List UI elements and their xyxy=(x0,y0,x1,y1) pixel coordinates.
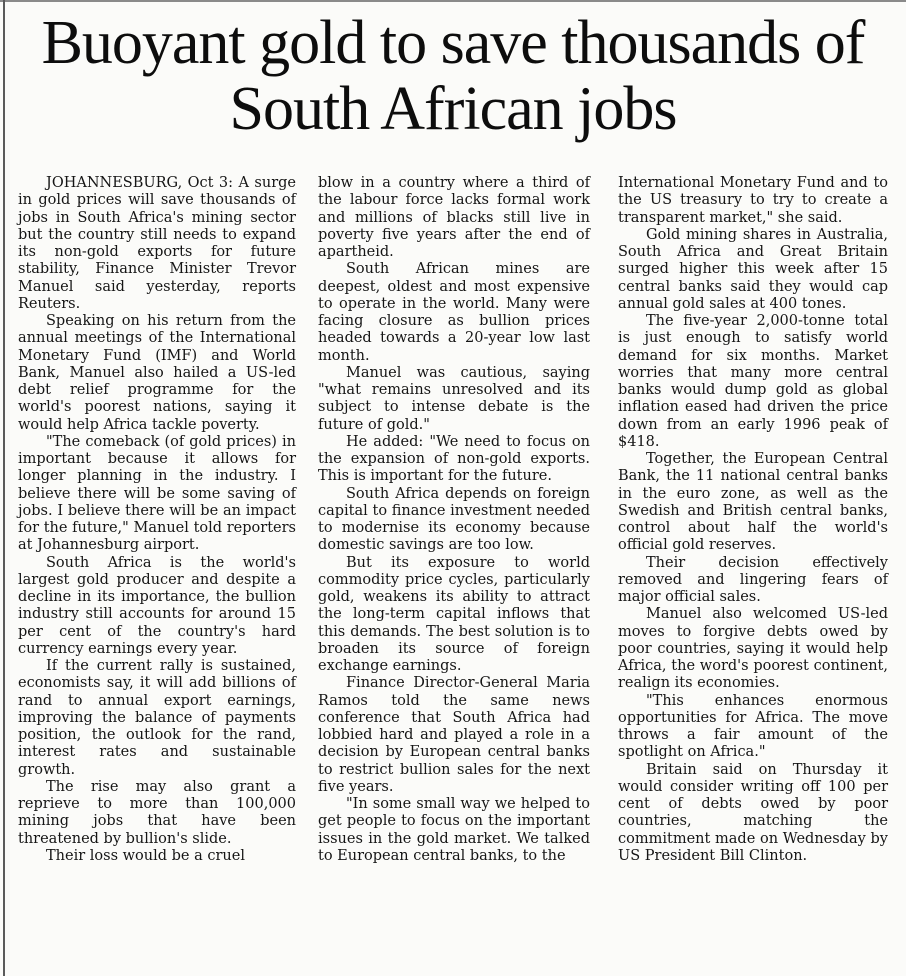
clipping-top-edge xyxy=(0,0,906,2)
paragraph: South African mines are deepest, oldest and most expensive to operate in the world. Many were facing closure as bullion prices headed towards a 20-year low last month. xyxy=(318,261,590,364)
article-column-2 xyxy=(318,175,590,865)
paragraph: Finance Director-General Maria Ramos told the same news conference that South Africa had lobbied hard and played a role in a decision by European central banks to restrict bullion sales for the next five years. xyxy=(318,675,590,795)
paragraph: Manuel was cautious, saying "what remains unresolved and its subject to intense debate is the future of gold." xyxy=(318,364,590,433)
paragraph: Britain said on Thursday it would consider writing off 100 per cent of debts owed by poor countries, matching the commitment made on Wednesday by US President Bill Clinton. xyxy=(618,761,888,864)
paragraph: The five-year 2,000-tonne total is just enough to satisfy world demand for six months. Market worries that many more central banks would dump gold as global inflation eased had driven the price down from an early 1996 peak of $418. xyxy=(618,313,888,450)
headline: Buoyant gold to save thousands of South African jobs xyxy=(41,9,865,143)
paragraph: The rise may also grant a reprieve to more than 100,000 mining jobs that have been threatened by bullion's slide. xyxy=(18,778,296,847)
clipping-left-edge xyxy=(3,0,5,976)
paragraph: Speaking on his return from the annual meetings of the International Monetary Fund (IMF) and World Bank, Manuel also hailed a US-led debt relief programme for the world's poorest nations, saying it would help Africa tackle poverty. xyxy=(18,313,296,433)
paragraph: "This enhances enormous opportunities for Africa. The move throws a fair amount of the spotlight on Africa." xyxy=(618,692,888,761)
paragraph: If the current rally is sustained, economists say, it will add billions of rand to annual export earnings, improving the balance of payments position, the outlook for the rand, interest rates and sustainable growth. xyxy=(18,658,296,778)
paragraph: Their decision effectively removed and lingering fears of major official sales. xyxy=(618,554,888,605)
paragraph: JOHANNESBURG, Oct 3: A surge in gold prices will save thousands of jobs in South Africa's mining sector but the country still needs to expand its non-gold exports for future stability, Finance Minister Trevor Manuel said yesterday, reports Reuters. xyxy=(18,175,296,312)
paragraph: "In some small way we helped to get people to focus on the important issues in the gold market. We talked to European central banks, to the xyxy=(318,796,590,864)
paragraph: Their loss would be a cruel xyxy=(46,847,245,864)
paragraph: Together, the European Central Bank, the 11 national central banks in the euro zone, as well as the Swedish and British central banks, control about half the world's official gold reserves. xyxy=(618,451,888,554)
paragraph: "The comeback (of gold prices) in important because it allows for longer planning in the industry. I believe there will be some saving of jobs. I believe there will be an impact for the future," Manuel told reporters at Johannesburg airport. xyxy=(18,433,296,554)
paragraph: He added: "We need to focus on the expansion of non-gold exports. This is important for the future. xyxy=(318,433,590,485)
article-column-1 xyxy=(18,175,296,865)
paragraph: Manuel also welcomed US-led moves to forgive debts owed by poor countries, saying it would help Africa, the word's poorest continent, realign its economies. xyxy=(618,606,888,692)
paragraph: International Monetary Fund and to the US treasury to try to create a transparent market," she said. xyxy=(618,175,888,226)
paragraph: But its exposure to world commodity price cycles, particularly gold, weakens its ability to attract the long-term capital inflows that this demands. The best solution is to broaden its source of foreign exchange earnings. xyxy=(318,554,590,674)
paragraph: South Africa is the world's largest gold producer and despite a decline in its importance, the bullion industry still accounts for around 15 per cent of the country's hard currency earnings every year. xyxy=(18,554,296,657)
paragraph: blow in a country where a third of the labour force lacks formal work and millions of blacks still live in poverty five years after the end of apartheid. xyxy=(318,175,590,260)
article-column-3 xyxy=(618,175,888,865)
paragraph: South Africa depends on foreign capital to finance investment needed to modernise its economy because domestic savings are too low. xyxy=(318,485,590,554)
paragraph: Gold mining shares in Australia, South Africa and Great Britain surged higher this week after 15 central banks said they would cap annual gold sales at 400 tones. xyxy=(618,226,888,312)
